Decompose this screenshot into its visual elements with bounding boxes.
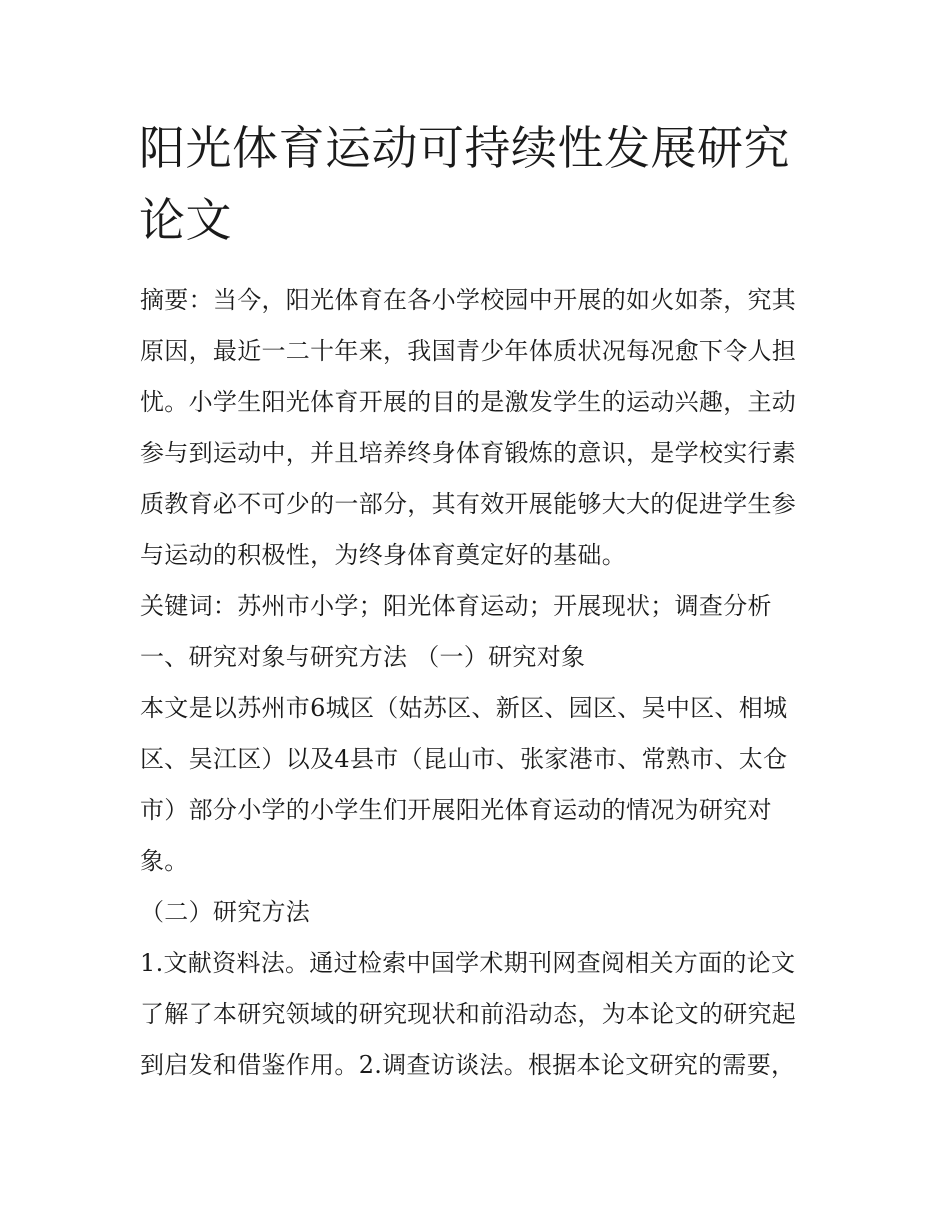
section-2-body: 1.文献资料法。通过检索中国学术期刊网查阅相关方面的论文了解了本研究领域的研究现状和前沿动态，为本论文的研究起到启发和借鉴作用。2.调查访谈法。根据本论文研究的需要，	[140, 949, 797, 1079]
keywords-paragraph: 关键词：苏州市小学；阳光体育运动；开展现状；调查分析	[140, 592, 772, 620]
document-body	[140, 275, 818, 1091]
document-title: 阳光体育运动可持续性发展研究论文	[139, 121, 790, 247]
section-1-body: 本文是以苏州市6城区（姑苏区、新区、园区、吴中区、相城区、吴江区）以及4县市（昆山市、张家港市、常熟市、太仓市）部分小学的小学生们开展阳光体育运动的情况为研究对象。	[140, 694, 788, 875]
section-2-heading: （二）研究方法	[140, 898, 311, 926]
section-1-heading: 一、研究对象与研究方法 （一）研究对象	[140, 643, 586, 671]
abstract-paragraph: 摘要：当今，阳光体育在各小学校园中开展的如火如荼，究其原因，最近一二十年来，我国青少年体质状况每况愈下令人担忧。小学生阳光体育开展的目的是激发学生的运动兴趣，主动参与到运动中，并且培养终身体育锻炼的意识，是学校实行素质教育必不可少的一部分，其有效开展能够大大的促进学生参与运动的积极性，为终身体育奠定好的基础。	[140, 286, 797, 569]
